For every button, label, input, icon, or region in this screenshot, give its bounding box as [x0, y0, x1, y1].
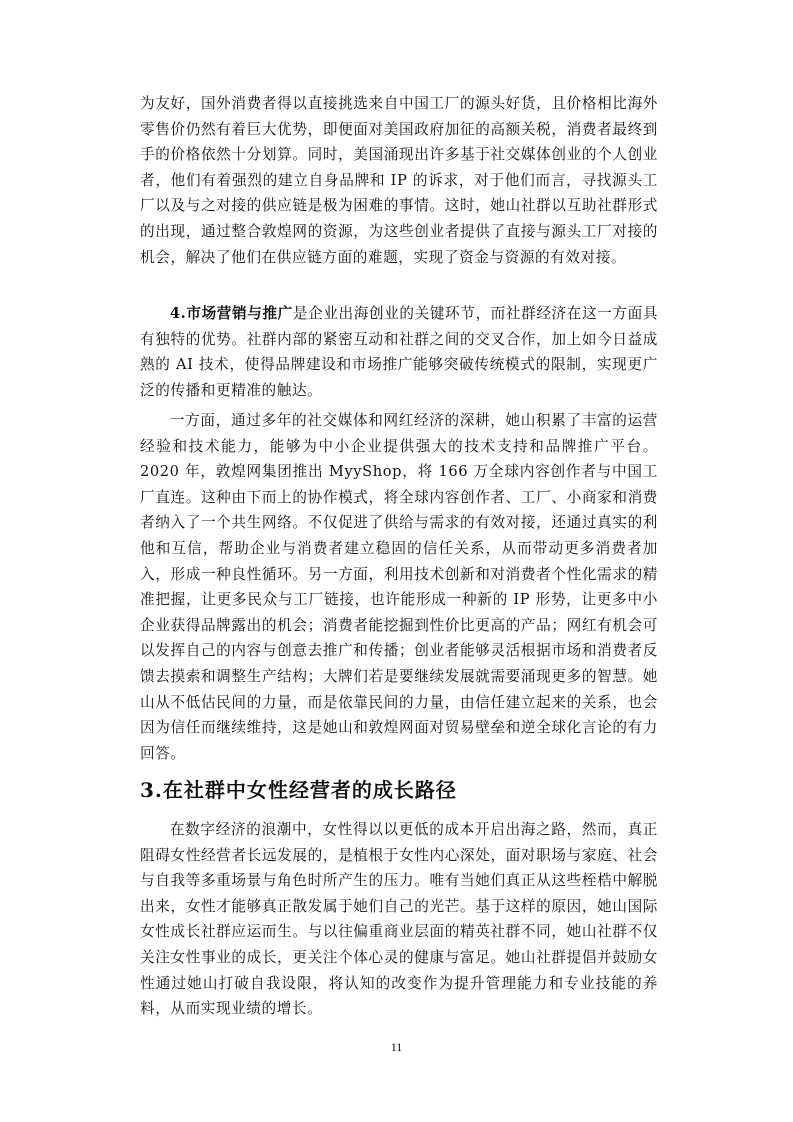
- page-number: 11: [390, 1040, 403, 1054]
- marketing-body-text: 是企业出海创业的关键环节，而社群经济在这一方面具有独特的优势。社群内部的紧密互动和社群之间的交叉合作，加上如今日益成熟的 AI 技术，使得品牌建设和市场推广能够突破传统模式的限制，实现更广泛的传播和更精准的触达。: [140, 305, 659, 399]
- paragraph-women-growth: 在数字经济的浪潮中，女性得以以更低的成本开启出海之路，然而，真正阻碍女性经营者长远发展的，是植根于女性内心深处，面对职场与家庭、社会与自我等多重场景与角色时所产生的压力。唯有当她们真正从这些桎梏中解脱出来，女性才能够真正散发属于她们自己的光芒。基于这样的原因，她山国际女性成长社群应运而生。与以往偏重商业层面的精英社群不同，她山社群不仅关注女性事业的成长，更关注个体心灵的健康与富足。她山社群提倡并鼓励女性通过她山打破自我设限，将认知的改变作为提升管理能力和专业技能的养料，从而实现业绩的增长。: [140, 821, 658, 1018]
- section-heading: 3.在社群中女性经营者的成长路径: [140, 778, 457, 802]
- paragraph-supply-chain: 为友好，国外消费者得以直接挑选来自中国工厂的源头好货，且价格相比海外零售价仍然有着巨大优势，即便面对美国政府加征的高额关税，消费者最终到手的价格依然十分划算。同时，美国涌现出许多基于社交媒体创业的个人创业者，他们有着强烈的建立自身品牌和 IP 的诉求，对于他们而言，寻找源头工厂以及与之对接的供应链是极为困难的事情。这时，她山社群以互助社群形式的出现，通过整合敦煌网的资源，为这些创业者提供了直接与源头工厂对接的机会，解决了他们在供应链方面的难题，实现了资金与资源的有效对接。: [140, 95, 658, 266]
- paragraph-social-media: 一方面，通过多年的社交媒体和网红经济的深耕，她山积累了丰富的运营经验和技术能力，能够为中小企业提供强大的技术支持和品牌推广平台。2020 年，敦煌网集团推出 MyyShop，将 166 万全球内容创作者与中国工厂直连。这种由下而上的协作模式，将全球内容创作者、工厂、小商家和消费者纳入了一个共生网络。不仅促进了供给与需求的有效对接，还通过真实的利他和互信，帮助企业与消费者建立稳固的信任关系，从而带动更多消费者加入，形成一种良性循环。另一方面，利用技术创新和对消费者个性化需求的精准把握，让更多民众与工厂链接，也许能形成一种新的 IP 形势，让更多中小企业获得品牌露出的机会；消费者能挖掘到性价比更高的产品；网红有机会可以发挥自己的内容与创意去推广和传播；创业者能够灵活根据市场和消费者反馈去摸索和调整生产结构；大牌们若是要继续发展就需要涌现更多的智慧。她山从不低估民间的力量，而是依靠民间的力量，由信任建立起来的关系，也会因为信任而继续维持，这是她山和敦煌网面对贸易壁垒和逆全球化言论的有力回答。: [140, 412, 658, 762]
- paragraph-marketing: [140, 301, 658, 403]
- marketing-bold-label: 4.市场营销与推广: [169, 305, 293, 322]
